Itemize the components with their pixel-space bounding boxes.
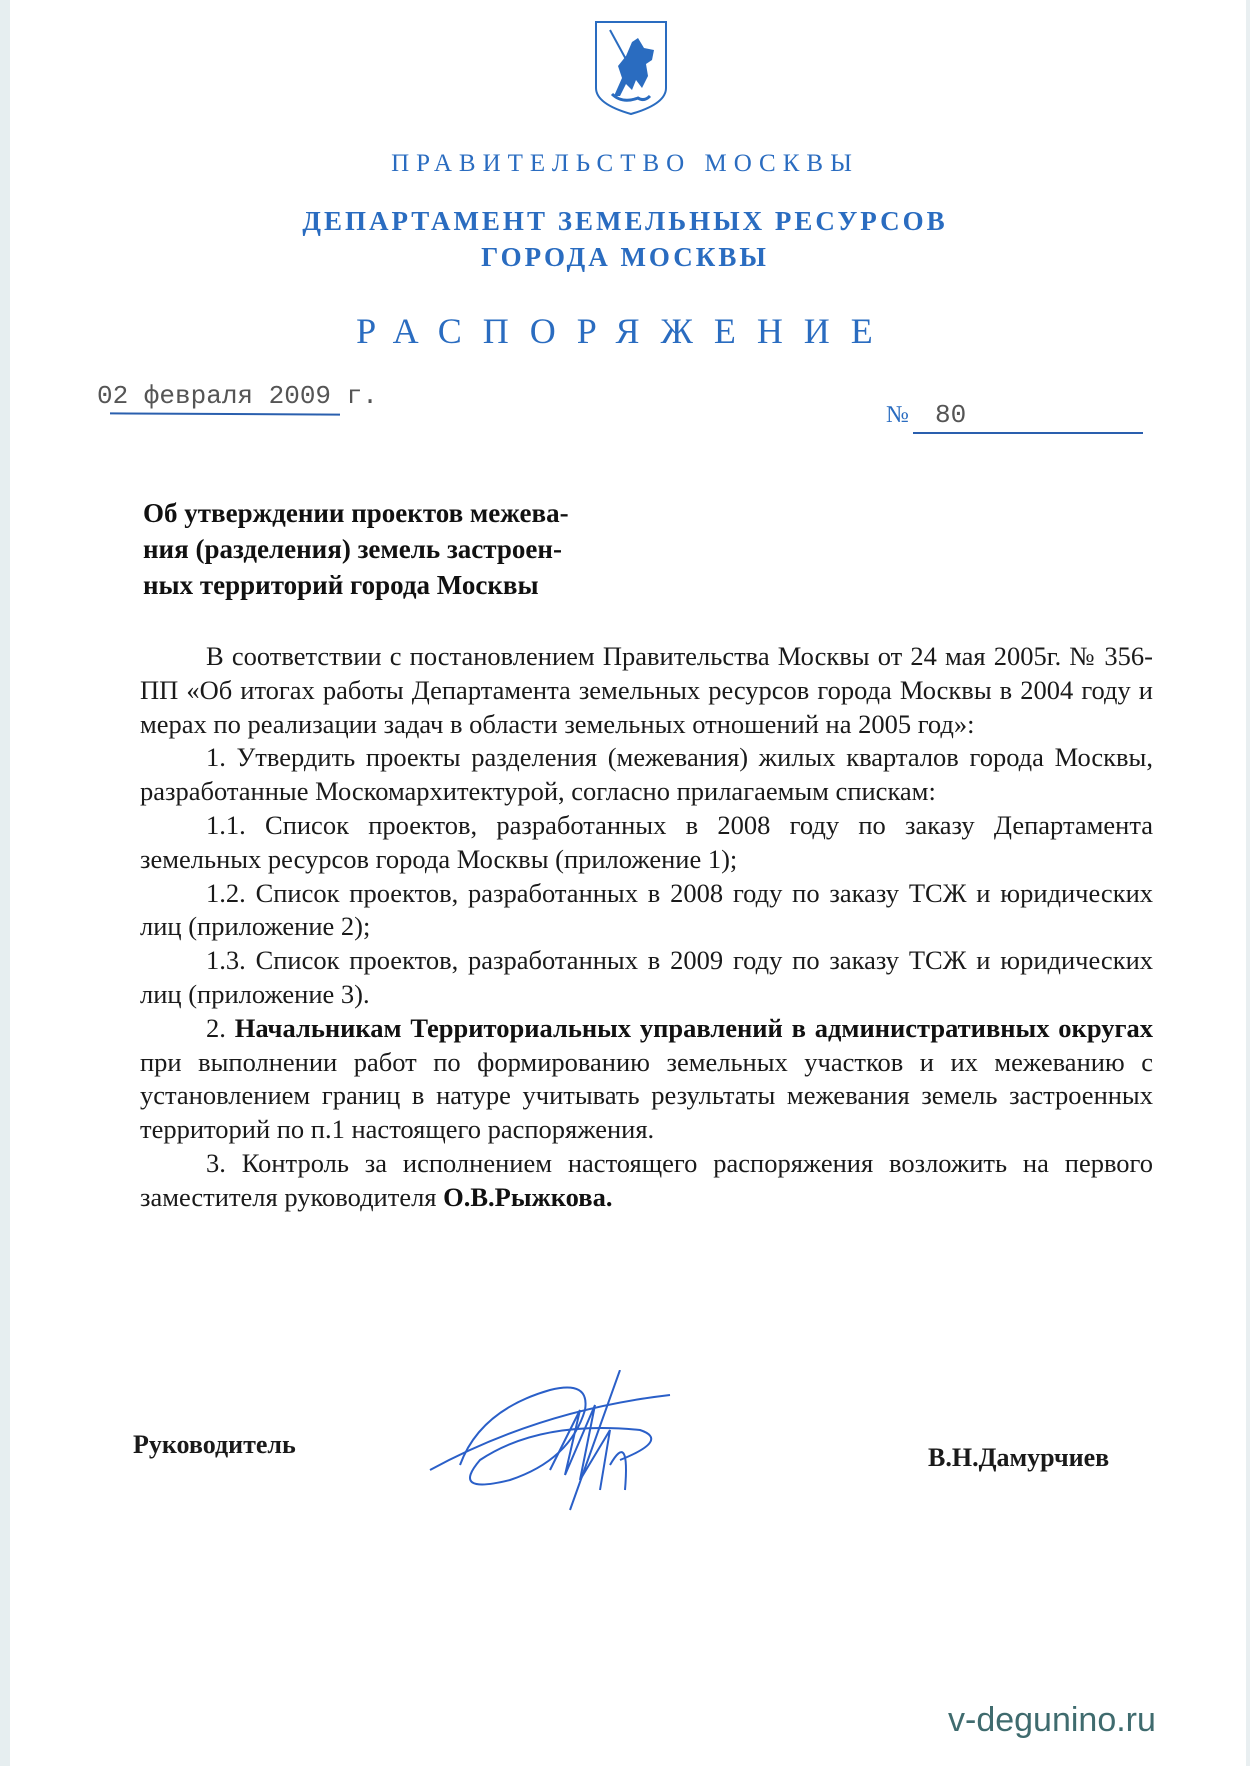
document-number: 80: [935, 400, 967, 430]
item-2-addressee: Начальникам Территориальных управлений в административных округах: [234, 1012, 1153, 1043]
item-3-person: О.В.Рыжкова.: [443, 1181, 613, 1212]
item-2-number: 2.: [206, 1012, 226, 1043]
subject-line: Об утверждении проектов межева-: [143, 498, 569, 528]
item-3: [140, 1147, 1153, 1215]
item-1: 1. Утвердить проекты разделения (межевания) жилых кварталов города Москвы, разработанные Москомархитектурой, согласно прилагаемым спискам:: [140, 742, 1153, 807]
number-sign: №: [886, 402, 909, 428]
item-3-text: 3. Контроль за исполнением настоящего распоряжения возложить на первого заместителя руководителя: [140, 1147, 1153, 1212]
subject-line: ния (разделения) земель застроен-: [143, 534, 562, 564]
subject-line: ных территорий города Москвы: [143, 570, 539, 600]
document-date: 02 февраля 2009 г.: [97, 381, 378, 411]
moscow-coat-of-arms-icon: [592, 18, 670, 118]
document-subject: [143, 495, 623, 603]
item-1-2: 1.2. Список проектов, разработанных в 2008 году по заказу ТСЖ и юридических лиц (приложение 2);: [140, 877, 1153, 942]
document-type: РАСПОРЯЖЕНИЕ: [356, 311, 894, 351]
date-underline: [110, 412, 340, 415]
signatory-role: Руководитель: [133, 1430, 296, 1459]
item-2: [140, 1012, 1153, 1147]
department-title-line1: ДЕПАРТАМЕНТ ЗЕМЕЛЬНЫХ РЕСУРСОВ: [302, 206, 948, 236]
handwritten-signature: [420, 1370, 760, 1520]
preamble-paragraph: В соответствии с постановлением Правительства Москвы от 24 мая 2005г. № 356-ПП «Об итогах работы Департамента земельных ресурсов города Москвы в 2004 году и мерах по реализации задач в области земельных отношений на 2005 год»:: [140, 641, 1153, 739]
number-underline: [913, 432, 1143, 434]
item-1-1: 1.1. Список проектов, разработанных в 2008 году по заказу Департамента земельных ресурсов города Москвы (приложение 1);: [140, 809, 1153, 874]
site-watermark: v-degunino.ru: [948, 1701, 1156, 1739]
signatory-name: В.Н.Дамурчиев: [928, 1443, 1110, 1472]
government-title: ПРАВИТЕЛЬСТВО МОСКВЫ: [391, 150, 859, 177]
item-1-3: 1.3. Список проектов, разработанных в 2009 году по заказу ТСЖ и юридических лиц (приложение 3).: [140, 945, 1153, 1009]
department-title-line2: ГОРОДА МОСКВЫ: [481, 242, 769, 272]
item-2-text: при выполнении работ по формированию земельных участков и их межеванию с установлением границ в натуре учитывать результаты межевания земель застроенных территорий по п.1 настоящего распоряжения.: [140, 1046, 1153, 1145]
document-body: [140, 640, 1153, 1215]
department-title: [0, 203, 1250, 275]
